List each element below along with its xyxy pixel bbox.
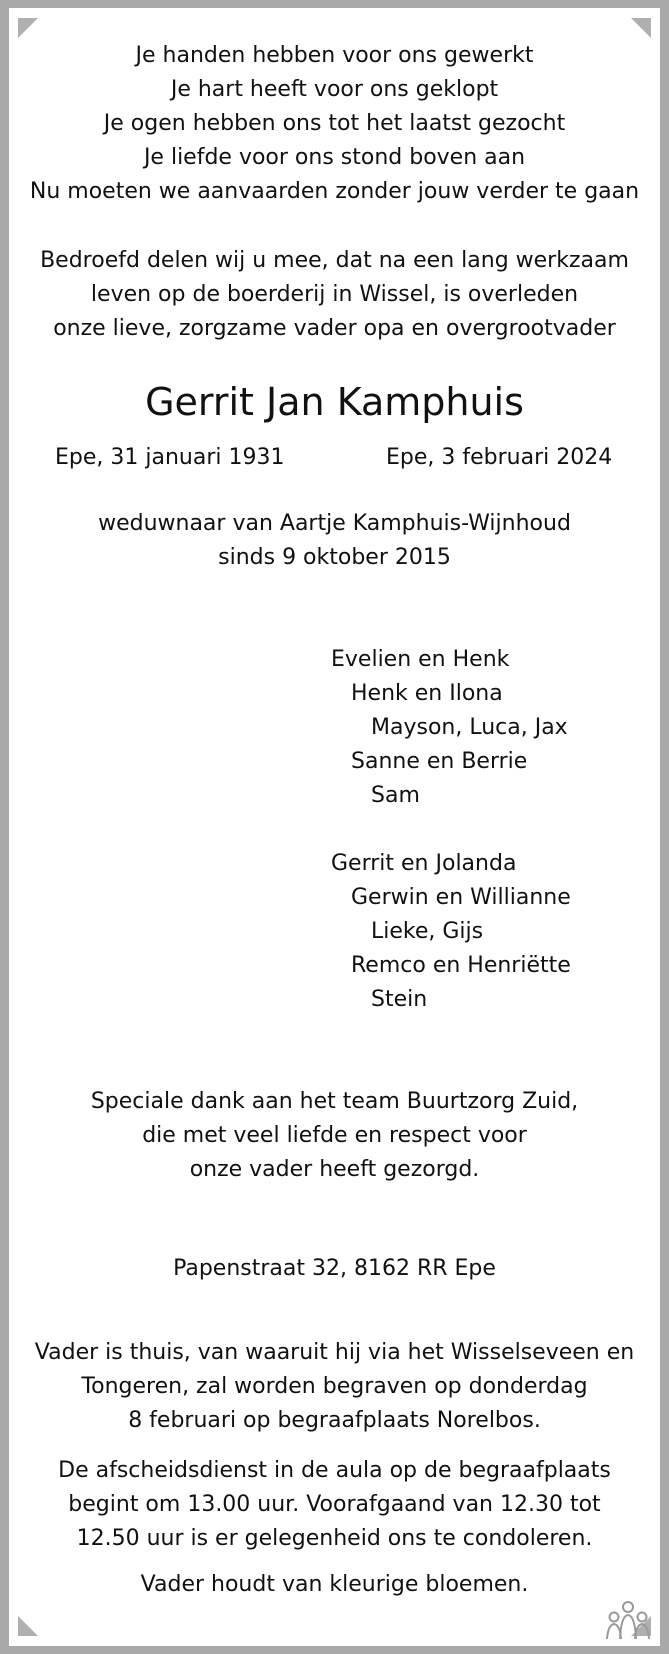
flowers-note: Vader houdt van kleurige bloemen. <box>140 1572 529 1597</box>
birth-date: Epe, 31 januari 1931 <box>55 445 285 470</box>
family-grandchild: Gerwin en Willianne <box>351 885 571 910</box>
corner-ornament-bottom-left <box>18 1616 38 1636</box>
widower-line: weduwnaar van Aartje Kamphuis-Wijnhoud <box>98 511 571 536</box>
poem-line: Je hart heeft voor ons geklopt <box>170 77 499 102</box>
poem-line: Je liefde voor ons stond boven aan <box>143 145 526 170</box>
widower-line: sinds 9 oktober 2015 <box>218 545 451 570</box>
poem-line: Je ogen hebben ons tot het laatst gezocht <box>103 111 566 136</box>
family-grandchild: Sanne en Berrie <box>351 749 528 774</box>
funeral-details <box>9 1336 660 1438</box>
family-grandchild: Remco en Henriëtte <box>351 953 571 978</box>
corner-ornament-top-right <box>631 18 651 38</box>
family-great-grandchildren: Lieke, Gijs <box>371 919 484 944</box>
widower-note <box>9 507 660 575</box>
family-group-logo-icon <box>605 1600 651 1640</box>
service-line: begint om 13.00 uur. Voorafgaand van 12.30 tot <box>68 1492 601 1517</box>
funeral-line: 8 februari op begraafplaats Norelbos. <box>128 1408 541 1433</box>
family-grandchild: Henk en Ilona <box>351 681 503 706</box>
thanks-note <box>9 1085 660 1187</box>
family-great-grandchildren: Mayson, Luca, Jax <box>371 715 568 740</box>
funeral-line: Vader is thuis, van waaruit hij via het Wisselseveen en <box>34 1340 635 1365</box>
thanks-line: onze vader heeft gezorgd. <box>189 1157 480 1182</box>
intro-line: leven op de boerderij in Wissel, is overleden <box>90 282 579 307</box>
family-great-grandchildren: Stein <box>371 987 428 1012</box>
intro-line: onze lieve, zorgzame vader opa en overgrootvader <box>53 316 616 341</box>
service-line: 12.50 uur is er gelegenheid ons te condoleren. <box>76 1526 593 1551</box>
family-group-2 <box>9 847 660 1017</box>
death-date: Epe, 3 februari 2024 <box>386 445 613 470</box>
service-line: De afscheidsdienst in de aula op de begraafplaats <box>58 1458 611 1483</box>
family-great-grandchildren: Sam <box>371 783 420 808</box>
correspondence-address: Papenstraat 32, 8162 RR Epe <box>173 1256 496 1281</box>
announcement-intro <box>9 244 660 346</box>
family-group-1 <box>9 643 660 813</box>
frame-top-border <box>0 0 669 8</box>
frame-left-border <box>0 0 9 1654</box>
deceased-name: Gerrit Jan Kamphuis <box>145 380 524 424</box>
poem <box>9 39 660 209</box>
funeral-line: Tongeren, zal worden begraven op donderdag <box>81 1374 588 1399</box>
frame-bottom-border <box>0 1646 669 1654</box>
service-details <box>9 1454 660 1556</box>
frame-right-border <box>660 0 669 1654</box>
corner-ornament-top-left <box>18 18 38 38</box>
poem-line: Je handen hebben voor ons gewerkt <box>135 43 534 68</box>
intro-line: Bedroefd delen wij u mee, dat na een lang werkzaam <box>40 248 629 273</box>
family-child: Gerrit en Jolanda <box>331 851 517 876</box>
thanks-line: die met veel liefde en respect voor <box>142 1123 527 1148</box>
thanks-line: Speciale dank aan het team Buurtzorg Zuid, <box>90 1089 579 1114</box>
poem-line: Nu moeten we aanvaarden zonder jouw verder te gaan <box>29 179 640 204</box>
family-child: Evelien en Henk <box>331 647 510 672</box>
